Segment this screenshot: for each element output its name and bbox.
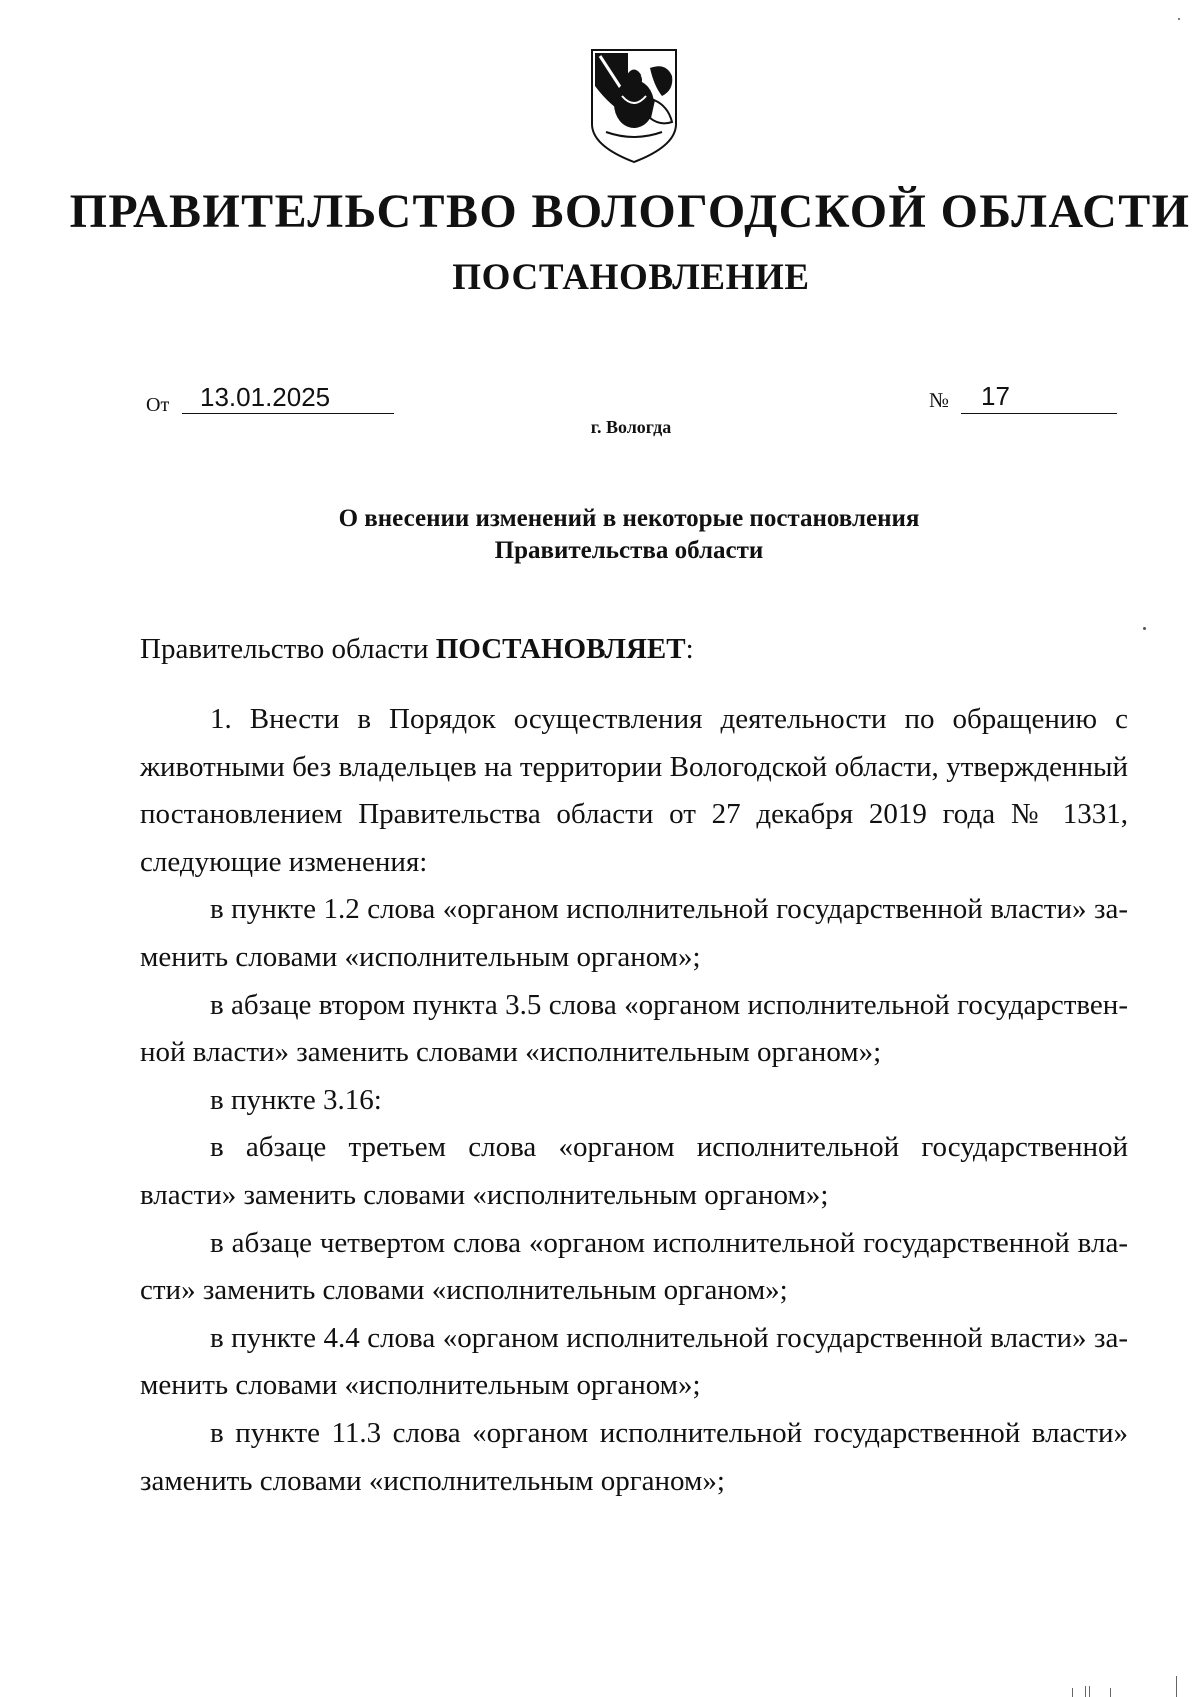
paragraph-7: в пункте 4.4 слова «органом исполнительной государственной власти» заменить словами «исполнительным органом»; — [140, 1321, 1128, 1402]
intro-emphasis: ПОСТАНОВЛЯЕТ — [435, 633, 686, 665]
scan-edge-mark — [1072, 1688, 1073, 1697]
paragraph-5: в абзаце третьем слова «органом исполнительной государственной власти» заменить словами «исполнительным органом»; — [140, 1131, 1128, 1211]
paragraph-3: в абзаце втором пункта 3.5 слова «органом исполнительной государственной власти» заменить словами «исполнительным органом»; — [140, 988, 1128, 1069]
paragraph-4: в пункте 3.16: — [210, 1083, 382, 1116]
subject-line-2: Правительства области — [494, 537, 764, 564]
number-label: № — [929, 388, 950, 412]
document-subject — [0, 503, 1200, 567]
paragraph-1: 1. Внести в Порядок осуществления деятельности по обращению с животными без владельцев на территории Вологодской области, утвержденный постановлением Правительства области от 27 декабря 2019 года № 1331, следующие изменения: — [140, 703, 1128, 878]
scan-edge-mark — [1085, 1686, 1086, 1697]
date-label: От — [146, 394, 170, 416]
intro-prefix: Правительство области — [140, 633, 436, 665]
document-type-title: ПОСТАНОВЛЕНИЕ — [452, 257, 810, 298]
paragraph-6: в абзаце четвертом слова «органом исполнительной государственной власти» заменить словами «исполнительным органом»; — [140, 1226, 1128, 1307]
scan-edge-mark — [1089, 1686, 1090, 1697]
document-number: 17 — [961, 380, 1117, 414]
scan-edge-mark — [1110, 1688, 1111, 1697]
resolution-intro — [140, 629, 694, 669]
document-date: 13.01.2025 — [182, 380, 394, 414]
vologda-coat-of-arms-icon — [588, 46, 680, 166]
intro-suffix: : — [685, 633, 694, 665]
organization-title: ПРАВИТЕЛЬСТВО ВОЛОГОДСКОЙ ОБЛАСТИ — [69, 185, 1191, 238]
scan-speck — [1143, 627, 1146, 630]
city-name: г. Вологда — [590, 417, 672, 437]
document-body — [140, 696, 1128, 1505]
paragraph-2: в пункте 1.2 слова «органом исполнительной государственной власти» заменить словами «исполнительным органом»; — [140, 893, 1128, 973]
paragraph-8: в пункте 11.3 слова «органом исполнительной государственной власти» заменить словами «исполнительным органом»; — [140, 1416, 1128, 1497]
subject-line-1: О внесении изменений в некоторые постановления — [338, 505, 920, 532]
scan-speck — [1178, 18, 1180, 20]
scan-edge-mark — [1176, 1676, 1177, 1697]
